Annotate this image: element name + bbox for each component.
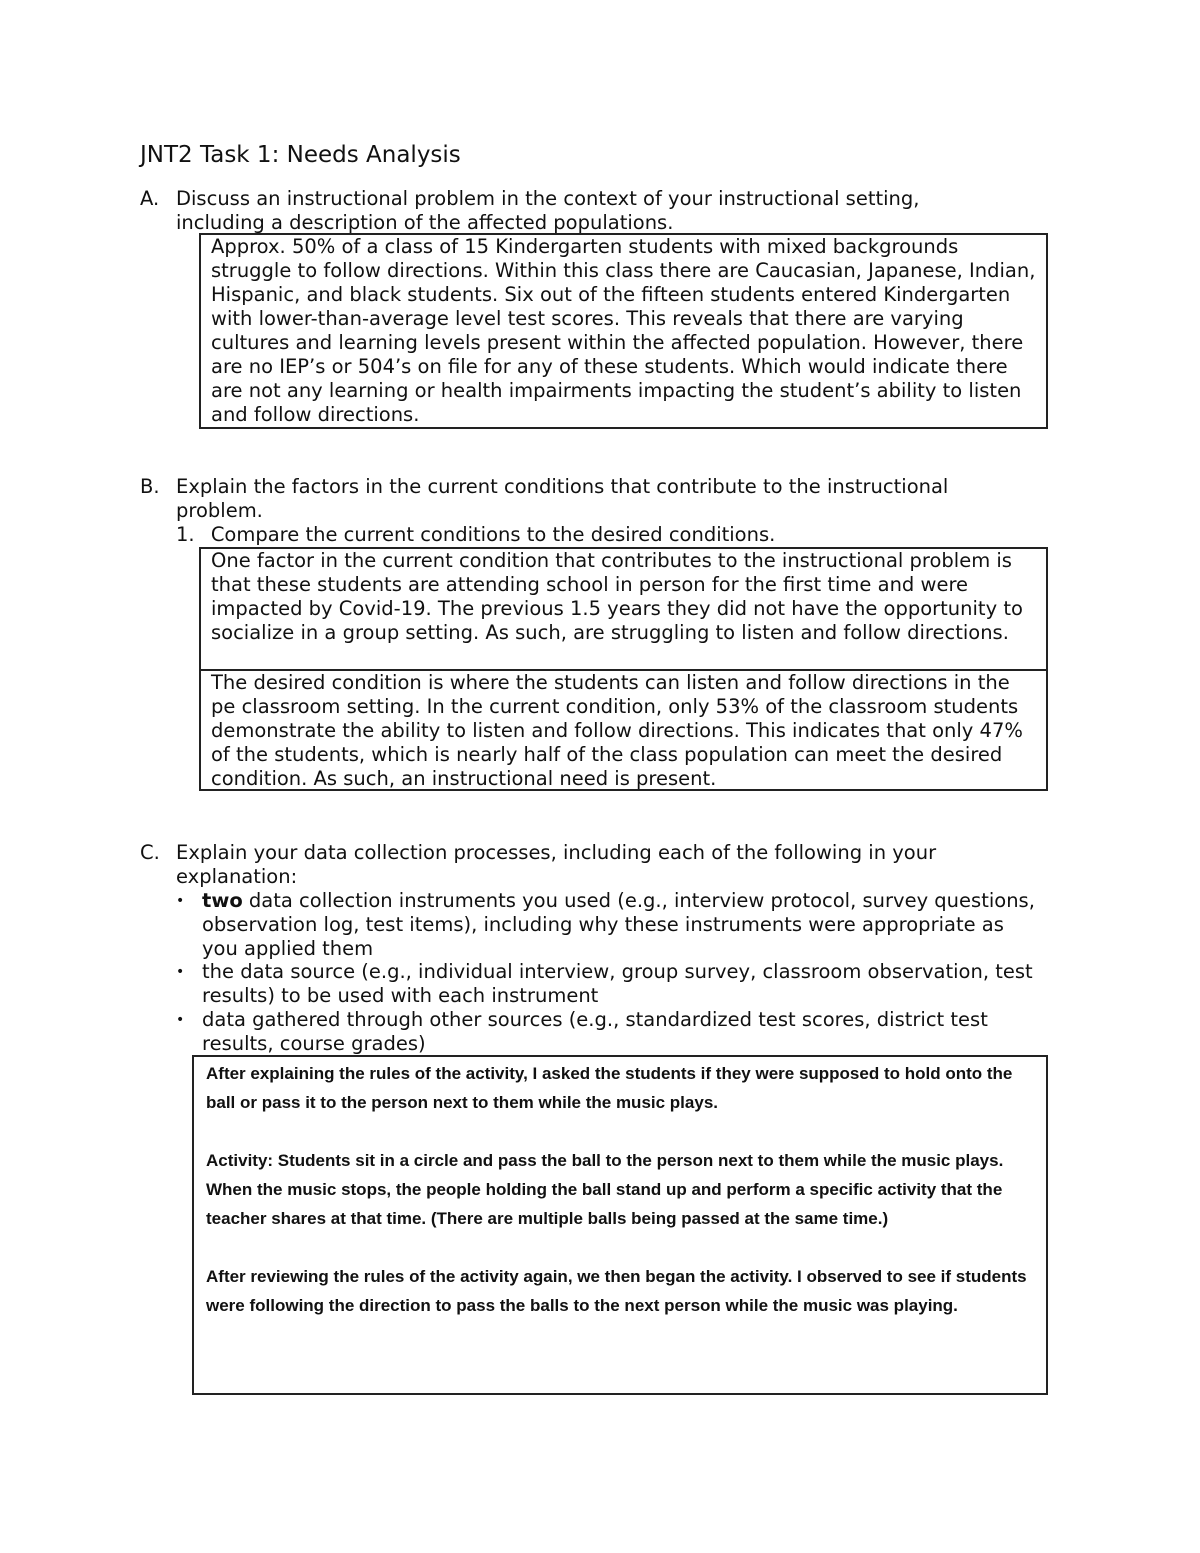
section-b-sub-number: 1. <box>176 523 195 546</box>
document-title: JNT2 Task 1: Needs Analysis <box>140 142 461 168</box>
bullet-bold: two <box>202 889 243 912</box>
section-a-letter: A. <box>140 187 160 210</box>
section-b-answer-box <box>199 547 1048 791</box>
bullet-icon: • <box>176 893 185 909</box>
section-b-prompt-text: Explain the factors in the current conditions that contribute to the instructional problem. <box>176 475 949 522</box>
section-b-answer-desired: The desired condition is where the students can listen and follow directions in the pe classroom setting. In the current condition, only 53% of the classroom students demonstrate the ability to listen and follow directions. This indicates that only 47% of the students, which is nearly half of the class population can meet the desired condition. As such, an instructional need is present. <box>211 671 1023 790</box>
section-c-bullet <box>176 1008 1036 1056</box>
section-c-prompt-text: Explain your data collection processes, including each of the following in your explanation: <box>176 841 937 888</box>
bullet-icon: • <box>176 1012 185 1028</box>
section-c-answer-paragraph: Activity: Students sit in a circle and pass the ball to the person next to them while the music plays. When the music stops, the people holding the ball stand up and perform a specific activity that the teacher shares at that time. (There are multiple balls being passed at the same time.) <box>206 1151 1004 1228</box>
bullet-text: data collection instruments you used (e.g., interview protocol, survey questions, observation log, test items), including why these instruments were appropriate as you applied them <box>202 889 1035 960</box>
section-a-answer: Approx. 50% of a class of 15 Kindergarten students with mixed backgrounds struggle to follow directions. Within this class there are Caucasian, Japanese, Indian, Hispanic, and black students. Six out of the fifteen students entered Kindergarten with lower-than-average level test scores. This reveals that there are varying cultures and learning levels present within the affected population. However, there are no IEP’s or 504’s on file for any of these students. Which would indicate there are not any learning or health impairments impacting the student’s ability to listen and follow directions. <box>211 235 1036 426</box>
section-b-subprompt <box>176 523 1036 547</box>
section-a-prompt <box>140 187 1000 235</box>
section-b-answer-current: One factor in the current condition that contributes to the instructional problem is that these students are attending school in person for the first time and were impacted by Covid-19. The previous 1.5 years they did not have the opportunity to socialize in a group setting. As such, are struggling to listen and follow directions. <box>211 549 1023 644</box>
section-a-prompt-text: Discuss an instructional problem in the context of your instructional setting, including a description of the affected populations. <box>176 187 920 234</box>
section-a-answer-box <box>199 233 1048 429</box>
section-c-answer-box <box>192 1055 1048 1395</box>
bullet-text: the data source (e.g., individual interview, group survey, classroom observation, test results) to be used with each instrument <box>202 960 1033 1007</box>
section-c-answer-paragraph: After reviewing the rules of the activity again, we then began the activity. I observed to see if students were following the direction to pass the balls to the next person while the music was playing. <box>206 1267 1027 1315</box>
section-c-bullet <box>176 960 1036 1008</box>
section-c-answer-paragraph: After explaining the rules of the activity, I asked the students if they were supposed to hold onto the ball or pass it to the person next to them while the music plays. <box>206 1064 1013 1112</box>
section-c-bullet <box>176 889 1036 961</box>
section-c-letter: C. <box>140 841 160 864</box>
section-b-prompt <box>140 475 1020 523</box>
section-b-letter: B. <box>140 475 160 498</box>
bullet-icon: • <box>176 964 185 980</box>
bullet-text: data gathered through other sources (e.g., standardized test scores, district test results, course grades) <box>202 1008 988 1055</box>
section-c-prompt <box>140 841 1020 889</box>
section-b-sub-text: Compare the current conditions to the desired conditions. <box>210 523 776 546</box>
